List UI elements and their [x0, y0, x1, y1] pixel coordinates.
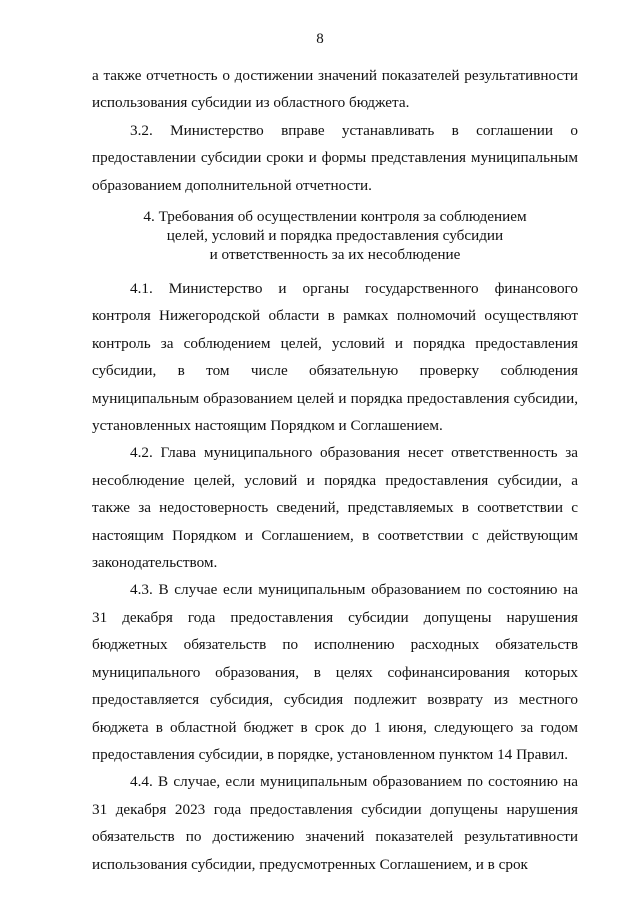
paragraph-4-3: 4.3. В случае если муниципальным образованием по состоянию на 31 декабря года предоставления субсидии допущены нарушения бюджетных обязательств по исполнению расходных обязательств муниципального образования, в целях софинансирования которых предоставляется субсидия, субсидия подлежит возврату из местного бюджета в областной бюджет в срок до 1 июня, следующего за годом предоставления субсидии, в порядке, установленном пунктом 14 Правил. — [92, 581, 578, 763]
page-number: 8 — [316, 31, 324, 47]
section-heading-line-2: целей, условий и порядка предоставления субсидии — [166, 227, 504, 244]
paragraph-4-2: 4.2. Глава муниципального образования несет ответственность за несоблюдение целей, условий и порядка предоставления субсидии, а также за недостоверность сведений, представляемых в соответствии с настоящим Порядком и Соглашением, в соответствии с действующим законодательством. — [92, 444, 578, 572]
paragraph-4-1: 4.1. Министерство и органы государственного финансового контроля Нижегородской области в рамках полномочий осуществляют контроль за соблюдением целей, условий и порядка предоставления субсидии, в том числе обязательную проверку соблюдения муниципальным образованием целей и порядка предоставления субсидии, установленных настоящим Порядком и Соглашением. — [92, 280, 578, 435]
section-heading — [92, 207, 578, 264]
section-heading-line-3: и ответственность за их несоблюдение — [209, 246, 461, 263]
section-body — [92, 275, 578, 878]
section-heading-line-1: 4. Требования об осуществлении контроля за соблюдением — [143, 208, 527, 225]
continuation-paragraph: а также отчетность о достижении значений показателей результативности использования субсидии из областного бюджета. — [92, 67, 578, 112]
paragraph-4-4: 4.4. В случае, если муниципальным образованием по состоянию на 31 декабря 2023 года предоставления субсидии допущены нарушения обязательств по достижению значений показателей результативности использования субсидии, предусмотренных Соглашением, и в срок — [92, 773, 578, 873]
top-text-block — [92, 62, 578, 199]
paragraph-3-2: 3.2. Министерство вправе устанавливать в соглашении о предоставлении субсидии сроки и формы представления муниципальным образованием дополнительной отчетности. — [92, 121, 578, 194]
